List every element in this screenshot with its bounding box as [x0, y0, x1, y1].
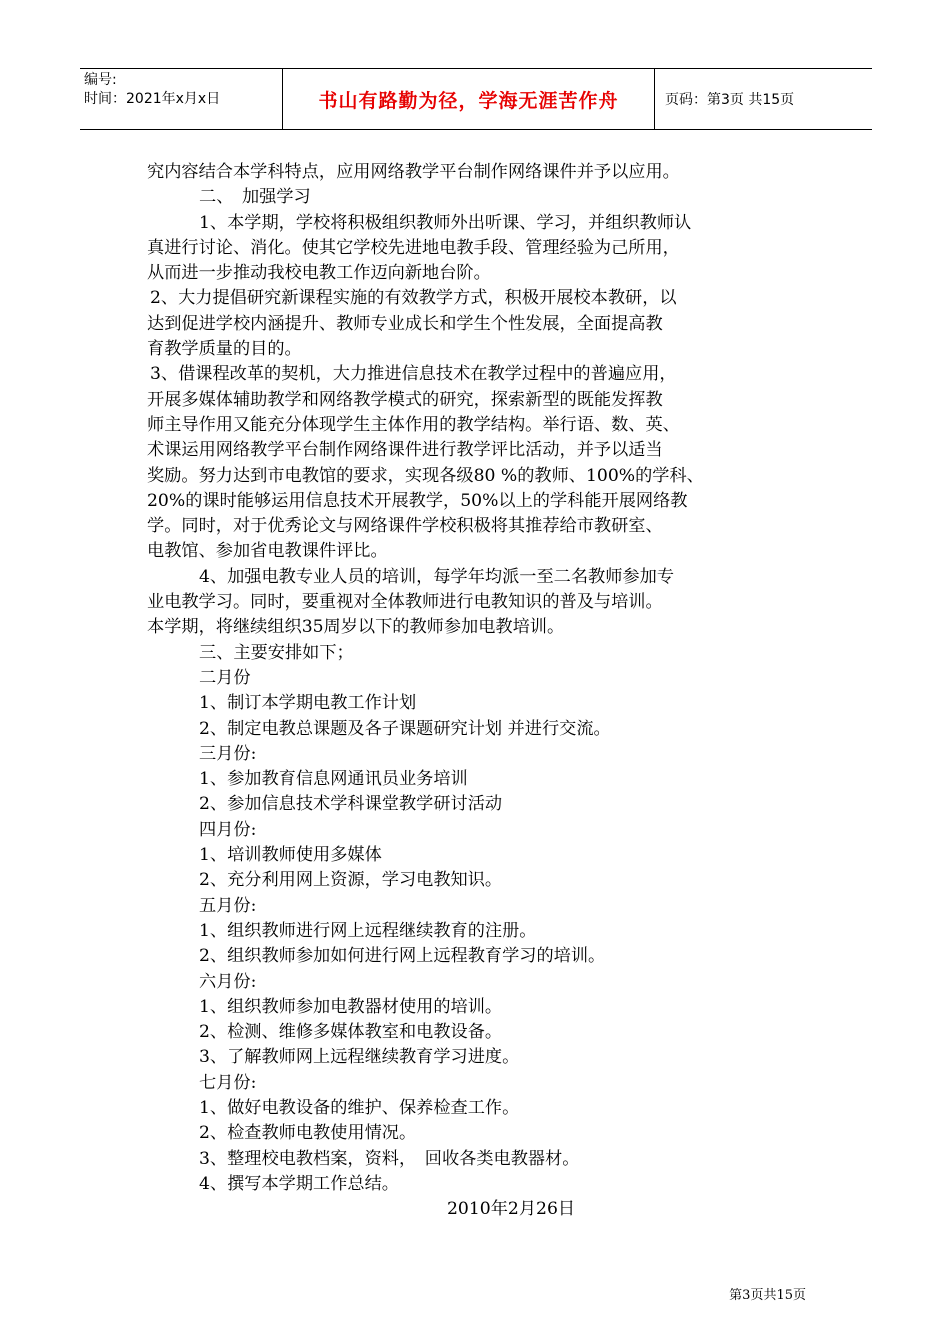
document-id-label: 编号:	[84, 72, 117, 88]
list-item: 1、组织教师参加电教器材使用的培训。	[199, 996, 503, 1017]
text-line: 奖励。努力达到市电教馆的要求，实现各级80 %的教师、100%的学科、	[147, 465, 704, 486]
month-heading: 二月份	[199, 667, 251, 688]
header-meta	[80, 69, 283, 129]
list-item: 1、培训教师使用多媒体	[199, 845, 382, 866]
text-line: 究内容结合本学科特点，应用网络教学平台制作网络课件并予以应用。	[147, 162, 680, 182]
list-item: 2、组织教师参加如何进行网上远程教育学习的培训。	[199, 946, 606, 967]
text-line: 20%的课时能够运用信息技术开展教学，50%以上的学科能开展网络教	[147, 490, 688, 511]
section-heading: 二、 加强学习	[199, 187, 311, 208]
month-heading: 七月份:	[199, 1072, 257, 1093]
text-line: 4、加强电教专业人员的培训，每学年均派一至二名教师参加专	[199, 566, 675, 587]
text-line: 学。同时，对于优秀论文与网络课件学校积极将其推荐给市教研室、	[147, 516, 663, 537]
month-heading: 四月份:	[199, 819, 257, 840]
header-motto: 书山有路勤为径，学海无涯苦作舟	[283, 69, 655, 129]
list-item: 2、检查教师电教使用情况。	[199, 1123, 417, 1144]
text-line: 从而进一步推动我校电教工作迈向新地台阶。	[147, 263, 491, 284]
section-heading: 三、主要安排如下；	[199, 642, 354, 663]
list-item: 2、检测、维修多媒体教室和电教设备。	[199, 1022, 503, 1043]
document-time: 时间：2021年x月x日	[84, 91, 221, 107]
list-item: 4、撰写本学期工作总结。	[199, 1173, 399, 1194]
page-header	[80, 68, 872, 130]
text-line: 电教馆、参加省电教课件评比。	[147, 541, 388, 562]
list-item: 1、制订本学期电教工作计划	[199, 693, 417, 714]
text-line: 2、大力提倡研究新课程实施的有效教学方式，积极开展校本教研，以	[150, 288, 677, 309]
text-line: 术课运用网络教学平台制作网络课件进行教学评比活动，并予以适当	[147, 440, 663, 461]
month-heading: 五月份:	[199, 895, 257, 916]
list-item: 1、参加教育信息网通讯员业务培训	[199, 769, 468, 790]
body-text	[147, 160, 807, 1222]
text-line: 业电教学习。同时，要重视对全体教师进行电教知识的普及与培训。	[147, 592, 663, 613]
text-line: 真进行讨论、消化。使其它学校先进地电教手段、管理经验为己所用，	[147, 237, 680, 258]
list-item: 3、整理校电教档案，资料， 回收各类电教器材。	[199, 1148, 580, 1169]
text-line: 达到促进学校内涵提升、教师专业成长和学生个性发展，全面提高教	[147, 313, 663, 334]
text-line: 师主导作用又能充分体现学生主体作用的教学结构。举行语、数、英、	[147, 414, 680, 435]
text-line: 3、借课程改革的契机，大力推进信息技术在教学过程中的普遍应用，	[150, 364, 677, 385]
text-line: 开展多媒体辅助教学和网络教学模式的研究，探索新型的既能发挥教	[147, 389, 663, 410]
page-footer: 第3页共15页	[729, 1288, 806, 1303]
text-line: 1、本学期，学校将积极组织教师外出听课、学习，并组织教师认	[199, 212, 692, 233]
list-item: 1、组织教师进行网上远程继续教育的注册。	[199, 920, 537, 941]
list-item: 1、做好电教设备的维护、保养检查工作。	[199, 1097, 520, 1118]
list-item: 2、充分利用网上资源，学习电教知识。	[199, 870, 503, 891]
month-heading: 三月份:	[199, 743, 257, 764]
month-heading: 六月份:	[199, 971, 257, 992]
document-date: 2010年2月26日	[447, 1199, 576, 1220]
list-item: 3、了解教师网上远程继续教育学习进度。	[199, 1047, 520, 1068]
header-page-info: 页码：第3页 共15页	[665, 92, 795, 108]
list-item: 2、参加信息技术学科课堂教学研讨活动	[199, 794, 503, 815]
list-item: 2、制定电教总课题及各子课题研究计划 并进行交流。	[199, 718, 611, 739]
text-line: 本学期，将继续组织35周岁以下的教师参加电教培训。	[147, 617, 565, 638]
text-line: 育教学质量的目的。	[147, 339, 302, 360]
